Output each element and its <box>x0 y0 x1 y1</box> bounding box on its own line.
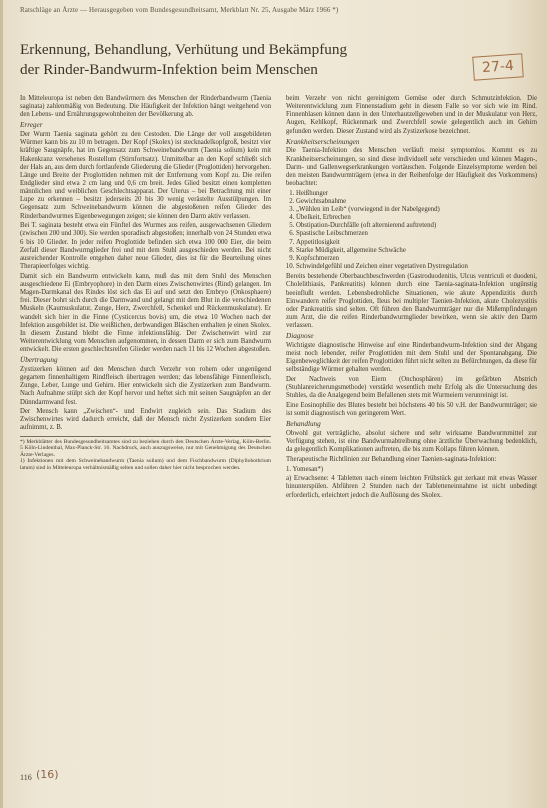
symptom-list <box>286 190 537 272</box>
symptom-item: 10. Schwindelgefühl und Zeichen einer vegetativen Dystregulation <box>296 263 537 271</box>
paragraph-erreger-3: Damit sich ein Bandwurm entwickeln kann, muß das mit dem Stuhl des Menschen ausgeschiedene Ei (Embryophore) in den Darm eines Zwischenwirtes (Rind) gelangen. Im Magen-Darmkanal des Rindes löst sich das Ei auf und setzt den Embryo (Onkosphaere) frei. Dieser bohrt sich durch die Darmwand und gelangt mit dem Blut in die verschiedenen Muskeln (Kaumuskulatur, Zunge, Herz, Zwerchfell, Schenkel und Rückenmuskulatur). Er wandelt sich hier in die Finne (Cysticercus bovis) um, die etwa 10 Wochen nach der Infektion ausgebildet ist. Die weißlichen, derbwandigen Bläschen enthalten je einen Skolex. In diesem Zustand bleibt die Finne infektionsfähig. Der Zwischenwirt wird zur Weiterentwicklung vom Menschen aufgenommen, in dessen Darm er sich zum Bandwurm entwickelt. Die ersten geschlechtsreifen Glieder werden nach 11 bis 12 Wochen abgestoßen. <box>20 272 271 354</box>
handwritten-stamp: 27-4 <box>472 53 524 80</box>
paragraph-yomesan: a) Erwachsene: 4 Tabletten nach einem leichten Frühstück gut zerkaut mit etwas Wasser hinunterspülen. Abführen 2 Stunden nach der Tabletteneinnahme ist nicht unbedingt erforderlich, erleichtert jedoch die Auflösung des Skolex. <box>286 475 537 499</box>
paragraph-diagnose-3: Eine Eosinophilie des Blutes besteht bei höchstens 40 bis 50 v.H. der Bandwurmträger; sie ist somit diagnostisch von geringerem Wert. <box>286 402 537 418</box>
symptom-item: 2. Gewichtsabnahme <box>296 198 537 206</box>
title-line-1: Erkennung, Behandlung, Verhütung und Bekämpfung <box>20 41 348 58</box>
title-line-2: der Rinder-Bandwurm-Infektion beim Menschen <box>20 61 318 78</box>
footnote-1: *) Merkblätter des Bundesgesundheitsamtes sind zu beziehen durch den Deutschen Ärzte-Verlag, Köln-Berlin. 5 Köln-Lindenthal, Max-Planck-Str. 16. Nachdruck, auch auszugsweise, nur mit Genehmigung des Deutschen Ärzte-Verlages. <box>20 438 271 458</box>
article-title <box>20 40 460 80</box>
subheading-yomesan: 1. Yomesan*) <box>286 465 324 473</box>
paragraph-behandlung-1: Obwohl gut verträgliche, absolut sichere und sehr wirksame Bandwurmmittel zur Verfügung stehen, ist eine Bandwurmabtreibung ohne ärztliche Überwachung bedenklich, da gelegentlich Komplikationen auftreten, die bis zum Kollaps führen können. <box>286 429 537 454</box>
paragraph-erreger-2: Bei T. saginata besteht etwa ein Fünftel des Wurmes aus reifen, ausgewachsenen Gliedern (zwischen 200 und 300). Sie werden sporadisch abgestoßen; innerhalb von 24 Stunden etwa 6 bis 10 Glieder. In jeder reifen Proglottide befinden sich etwa 100 000 Eier, die beim Zerfall dieser Bandwurmglieder frei und mit dem Stuhl ausgeschieden werden. Bei nicht ausreichender Kontrolle entgehen daher neue Glieder, dies ist für die Beurteilung eines Therapieerfolges wichtig. <box>20 222 271 271</box>
symptom-item: 5. Obstipation-Durchfälle (oft alternierend auftretend) <box>296 222 537 230</box>
section-heading-behandlung: Behandlung <box>286 420 321 429</box>
symptom-item: 3. „Wühlen im Leib“ (vorwiegend in der Nabelgegend) <box>296 206 537 214</box>
intro-paragraph: In Mitteleuropa ist neben den Bandwürmern des Menschen der Rinderbandwurm (Taenia saginata) zahlenmäßig von Bedeutung. Die Häufigkeit der Infektion hängt weitgehend von den Lebens- und Ernährungsgewohnheiten der Bevölkerung ab. <box>20 95 271 119</box>
section-heading-uebertragung: Übertragung <box>20 356 58 365</box>
paragraph-krankheit: Die Taenia-Infektion des Menschen verläuft meist symptomlos. Kommt es zu Krankheitserscheinungen, so sind diese individuell sehr verschieden und können Magen-, Darm- und Gallenwegserkrankungen vortäuschen. Folgende Einzelsymptome werden bei den meisten Bandwurmträgern (etwa in der Reihenfolge der Häufigkeit des Vorkommens) beobachtet: <box>286 147 537 187</box>
symptom-item: 4. Übelkeit, Erbrechen <box>296 214 537 222</box>
footnotes <box>20 436 271 472</box>
paragraph-krankheit-2: Bereits bestehende Oberbauchbeschwerden (Gastroduodenitis, Ulcus ventriculi et duodeni, Cholelithiasis, Pankreatitis) können durch eine Taenia-saginata-Infektion ungünstig beeinflußt werden. Lebensbedrohliche Situationen, wie akute Appendizitis durch Einwandern reifer Proglottiden, Ileus bei multipler Taenien-Infektion, akute Cholezystitis oder Pankreatitis sind selten. Oft führen den Bandwurmträger nur die Mißempfindungen zum Arzt, die die reifen Rinderbandwurmglieder bewirken, wenn sie aktiv den Darm verlassen. <box>286 273 537 330</box>
paragraph-uebertragung-2: Der Mensch kann „Zwischen“- und Endwirt zugleich sein. Das Stadium des Zwischenwirtes wird dadurch erreicht, daß der Mensch nicht Zystizerken sondern Eier aufnimmt, z. B. <box>20 408 271 432</box>
symptom-item: 7. Appetitlosigkeit <box>296 239 537 247</box>
page-number: 116 <box>20 773 32 782</box>
paragraph-continued: beim Verzehr von nicht gereinigtem Gemüse oder durch Schmutzinfektion. Die Weiterentwicklung zum Finnenstadium geht in diesem Falle so vor sich wie im Rind. Finnenblasen können dann in den Unterhautzellgeweben und in der Muskulatur von Herz, Augen, Kehlkopf, Rückenmark und Zwerchfell sowie gelegentlich auch im Gehirn gefunden werden. Dieser Zustand wird als Zystizerkose bezeichnet. <box>286 95 537 135</box>
left-column <box>20 95 271 760</box>
symptom-item: 6. Spastische Leibschmerzen <box>296 230 537 238</box>
symptom-item: 9. Kopfschmerzen <box>296 255 537 263</box>
paragraph-diagnose-1: Wichtigste diagnostische Hinweise auf eine Rinderbandwurm-Infektion sind der Abgang meist noch lebender, reifer Proglottiden mit dem Stuhl und der Spontanabgang. Die Eigenbeweglichkeit der reifen Proglottiden führt nicht selten zu Befürchtungen, da diese für selbständige Würmer gehalten werden. <box>286 341 537 374</box>
section-heading-krankheit: Krankheitserscheinungen <box>286 137 360 146</box>
paragraph-uebertragung-1: Zystizerken können auf den Menschen durch Verzehr von rohem oder ungenügend gegartem finnenhaltigem Rindfleisch übertragen werden; das lebensfähige Finnenfleisch, Zunge, Leber, Lunge und Gehirn. Hier entwickeln sich die Zystizerken zum Bandwurm. Nach Aufnahme stülpt sich der Kopf hervor und heftet sich mit seinen Saugnäpfen an der Dünndarmwand fest. <box>20 365 271 406</box>
right-column <box>286 95 537 760</box>
footnote-2: 1) Infektionen mit dem Schweinebandwurm (Taenia solium) und dem Fischbandwurm (Diphyllobothrium latum) sind in Mitteleuropa verhältnismäßig selten und sollen daher hier nicht besprochen werden. <box>20 458 271 471</box>
symptom-item: 1. Heißhunger <box>296 190 537 198</box>
paragraph-diagnose-2: Der Nachweis von Eiern (Onchosphären) im gefärbten Abstrich (Stuhlanreicherungsmethode) verstärkt wesentlich mehr Erfolg als die Untersuchung des Stuhles, da die Analgegend beim Befallenen stets mit Wurmeiern verunreinigt ist. <box>286 376 537 400</box>
section-heading-erreger: Erreger <box>20 121 43 130</box>
symptom-item: 8. Starke Müdigkeit, allgemeine Schwäche <box>296 247 537 255</box>
paragraph-erreger-1: Der Wurm Taenia saginata gehört zu den Cestoden. Die Länge der voll ausgebildeten Würmer kann bis zu 10 m betragen. Der Kopf (Skolex) ist stecknadelkopfgroß, besitzt vier kräftige Saugnäpfe, hat im Gegensatz zum Schweinebandwurm (Taenia solium) kein mit Hakenkranz versehenes Rostellum (Stirnfortsatz). Unmittelbar an den Kopf schließt sich der Hals an, aus dem durch fortlaufende Gliederung die Glieder (Proglottiden) hervorgehen. Länge und Breite der Proglottiden nehmen mit der Entfernung vom Kopf zu. Die reifen Endglieder sind etwa 2 cm lang und 0,6 cm breit. Jedes Glied besitzt einen kompletten männlichen und weiblichen Geschlechtsapparat. Der Uterus – bei Betrachtung mit einer Lupe zu erkennen – besitzt jederseits 20 bis 30 wenig verästelte Ausstülpungen. Im Gegensatz zum Schweinebandwurm können die abgestoßenen reifen Glieder des Rinderbandwurmes Eigenbewegungen zeigen; sie können den Darm aktiv verlassen. <box>20 131 271 220</box>
handwritten-page-note: (16) <box>36 768 59 781</box>
page-crease <box>0 0 3 808</box>
section-heading-diagnose: Diagnose <box>286 332 314 341</box>
running-header: Ratschläge an Ärzte — Herausgegeben vom Bundesgesundheitsamt, Merkblatt Nr. 25, Ausgabe März 1966 *) <box>20 6 339 14</box>
paragraph-behandlung-2: Therapeutische Richtlinien zur Behandlung einer Taenien-saginata-Infektion: <box>286 455 497 463</box>
